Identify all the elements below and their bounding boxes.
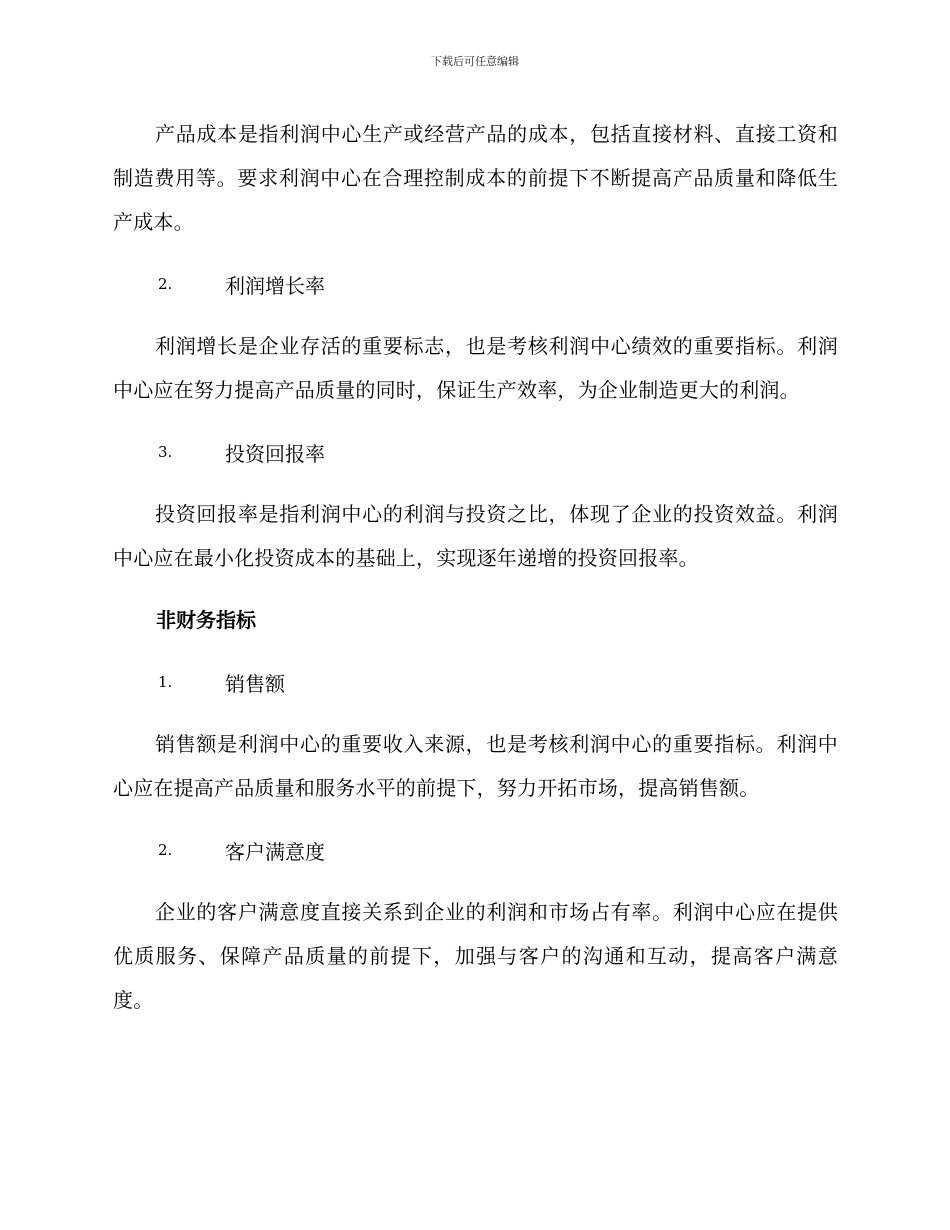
heading-title: 客户满意度 — [225, 839, 325, 864]
heading-customer-satisfaction — [113, 828, 838, 872]
page-header: 下载后可任意编辑 — [431, 55, 519, 68]
heading-profit-growth — [113, 262, 838, 306]
heading-roi — [113, 430, 838, 474]
section-title-non-financial: 非财务指标 — [156, 608, 256, 632]
paragraph-sales: 销售额是利润中心的重要收入来源，也是考核利润中心的重要指标。利润中心应在提高产品质量和服务水平的前提下，努力开拓市场，提高销售额。 — [113, 732, 838, 800]
paragraph-product-cost: 产品成本是指利润中心生产或经营产品的成本，包括直接材料、直接工资和制造费用等。要求利润中心在合理控制成本的前提下不断提高产品质量和降低生产成本。 — [113, 122, 838, 234]
paragraph-roi: 投资回报率是指利润中心的利润与投资之比，体现了企业的投资效益。利润中心应在最小化投资成本的基础上，实现逐年递增的投资回报率。 — [113, 502, 838, 570]
document-body — [113, 112, 838, 1022]
heading-title: 销售额 — [225, 671, 285, 696]
heading-title: 投资回报率 — [225, 441, 325, 466]
heading-sales — [113, 660, 838, 704]
heading-title: 利润增长率 — [225, 273, 325, 298]
heading-number: 3. — [158, 443, 173, 461]
heading-number: 1. — [158, 673, 173, 691]
heading-number: 2. — [158, 841, 173, 859]
heading-number: 2. — [158, 275, 173, 293]
paragraph-customer-satisfaction: 企业的客户满意度直接关系到企业的利润和市场占有率。利润中心应在提供优质服务、保障产品质量的前提下，加强与客户的沟通和互动，提高客户满意度。 — [113, 900, 838, 1012]
paragraph-profit-growth: 利润增长是企业存活的重要标志，也是考核利润中心绩效的重要指标。利润中心应在努力提高产品质量的同时，保证生产效率，为企业制造更大的利润。 — [113, 334, 838, 402]
